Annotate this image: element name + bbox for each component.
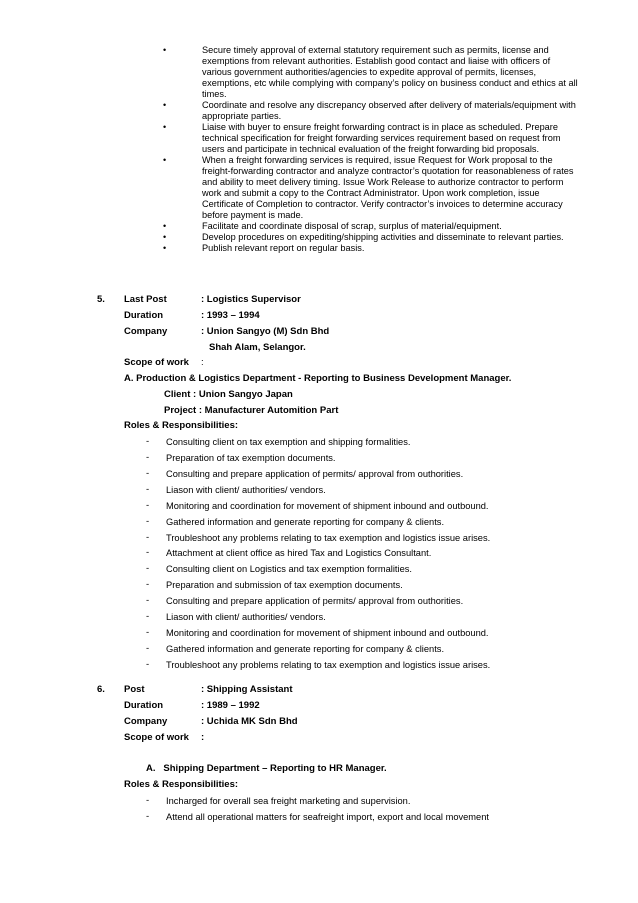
bullet-text: Liaise with buyer to ensure freight forwarding contract is in place as scheduled. Prepare technical specification for freight forwarding services requirement based on request from users and participate in technical evaluation of the freight forwarding bid proposals.: [202, 122, 561, 154]
section-number: 6.: [97, 684, 105, 695]
scope-colon: :: [201, 357, 204, 368]
dash-icon: -: [146, 643, 150, 654]
bullet-icon: •: [163, 232, 167, 242]
dash-icon: -: [146, 811, 150, 822]
list-item: Consulting client on Logistics and tax exemption formalities.: [166, 564, 412, 574]
list-item: Gathered information and generate reporting for company & clients.: [166, 517, 445, 527]
bullet-item: [0, 122, 638, 155]
bullet-text: Secure timely approval of external statutory requirement such as permits, license and exemptions from relevant authorities. Establish good contact and liaise with officers of various government authorities/agencies to expedite approval of permits, licenses, exemptions, etc while complying with company’s policy on business conduct and ethics at all times.: [202, 45, 578, 99]
list-item: Troubleshoot any problems relating to tax exemption and logistics issue arises.: [166, 660, 491, 670]
post-label: Last Post: [124, 294, 167, 305]
list-item: Troubleshoot any problems relating to tax exemption and logistics issue arises.: [166, 533, 491, 543]
bullet-text: Coordinate and resolve any discrepancy observed after delivery of materials/equipment with appropriate parties.: [202, 100, 576, 121]
scope-colon: :: [201, 732, 205, 743]
list-item: Monitoring and coordination for movement of shipment inbound and outbound.: [166, 501, 489, 511]
dash-icon: -: [146, 532, 150, 543]
bullet-item: [0, 243, 638, 254]
list-item: Preparation and submission of tax exemption documents.: [166, 580, 403, 590]
list-item: Attachment at client office as hired Tax and Logistics Consultant.: [166, 548, 432, 558]
top-bullet-list: [0, 45, 638, 254]
dash-icon: -: [146, 563, 150, 574]
duration-label: Duration: [124, 700, 164, 711]
dash-icon: -: [146, 468, 150, 479]
duration-label: Duration: [124, 310, 164, 321]
company-value: : Uchida MK Sdn Bhd: [201, 716, 298, 727]
dash-icon: -: [146, 659, 150, 670]
list-item: Consulting and prepare application of permits/ approval from outhorities.: [166, 596, 464, 606]
company-value: : Union Sangyo (M) Sdn Bhd: [201, 326, 330, 337]
section-number: 5.: [97, 294, 105, 305]
dash-icon: -: [146, 795, 150, 806]
list-item: Incharged for overall sea freight marketing and supervision.: [166, 796, 411, 806]
bullet-icon: •: [163, 155, 167, 165]
dash-icon: -: [146, 436, 150, 447]
project-line: Project : Manufacturer Automition Part: [164, 405, 339, 416]
dash-icon: -: [146, 452, 150, 463]
post-label: Post: [124, 684, 145, 695]
bullet-text: Facilitate and coordinate disposal of scrap, surplus of material/equipment.: [202, 221, 502, 231]
bullet-item: [0, 45, 638, 100]
department-heading: A. Shipping Department – Reporting to HR Manager.: [146, 763, 387, 774]
company-label: Company: [124, 326, 168, 337]
company-location: Shah Alam, Selangor.: [209, 342, 306, 353]
duration-value: : 1989 – 1992: [201, 700, 260, 711]
bullet-text: Develop procedures on expediting/shipping activities and disseminate to relevant parties.: [202, 232, 564, 242]
bullet-icon: •: [163, 243, 167, 253]
roles-heading: Roles & Responsibilities:: [124, 779, 239, 790]
dash-icon: -: [146, 500, 150, 511]
bullet-item: [0, 221, 638, 232]
dash-icon: -: [146, 516, 150, 527]
post-value: : Shipping Assistant: [201, 684, 293, 695]
client-line: Client : Union Sangyo Japan: [164, 389, 293, 400]
list-item: Preparation of tax exemption documents.: [166, 453, 336, 463]
list-item: Consulting and prepare application of permits/ approval from outhorities.: [166, 469, 464, 479]
dash-icon: -: [146, 595, 150, 606]
department-heading: A. Production & Logistics Department - Reporting to Business Development Manager.: [124, 373, 512, 384]
dash-icon: -: [146, 484, 150, 495]
list-item: Attend all operational matters for seafreight import, export and local movement: [166, 812, 489, 822]
bullet-item: [0, 100, 638, 122]
list-item: Liason with client/ authorities/ vendors.: [166, 612, 326, 622]
bullet-icon: •: [163, 100, 167, 110]
roles-heading: Roles & Responsibilities:: [124, 420, 239, 431]
bullet-text: When a freight forwarding services is required, issue Request for Work proposal to the freight-forwarding contractor and analyze contractor’s quotation for reasonableness of rates and ability to meet delivery timing. Issue Work Release to authorize contractor to perform work and submit a copy to the Contract Administrator. Upon work completion, issue Certificate of Completion to contractor. Verify contractor’s invoices to determine accuracy before payment is made.: [202, 155, 574, 220]
bullet-item: [0, 155, 638, 221]
bullet-text: Publish relevant report on regular basis.: [202, 243, 365, 253]
scope-label: Scope of work: [124, 357, 189, 368]
list-item: Monitoring and coordination for movement of shipment inbound and outbound.: [166, 628, 489, 638]
list-item: Consulting client on tax exemption and shipping formalities.: [166, 437, 411, 447]
bullet-icon: •: [163, 45, 167, 55]
bullet-icon: •: [163, 122, 167, 132]
scope-label: Scope of work: [124, 732, 189, 743]
company-label: Company: [124, 716, 168, 727]
post-value: : Logistics Supervisor: [201, 294, 301, 305]
bullet-icon: •: [163, 221, 167, 231]
dash-icon: -: [146, 579, 150, 590]
dash-icon: -: [146, 627, 150, 638]
bullet-item: [0, 232, 638, 243]
list-item: Gathered information and generate reporting for company & clients.: [166, 644, 445, 654]
dash-icon: -: [146, 547, 150, 558]
dash-icon: -: [146, 611, 150, 622]
duration-value: : 1993 – 1994: [201, 310, 260, 321]
list-item: Liason with client/ authorities/ vendors.: [166, 485, 326, 495]
